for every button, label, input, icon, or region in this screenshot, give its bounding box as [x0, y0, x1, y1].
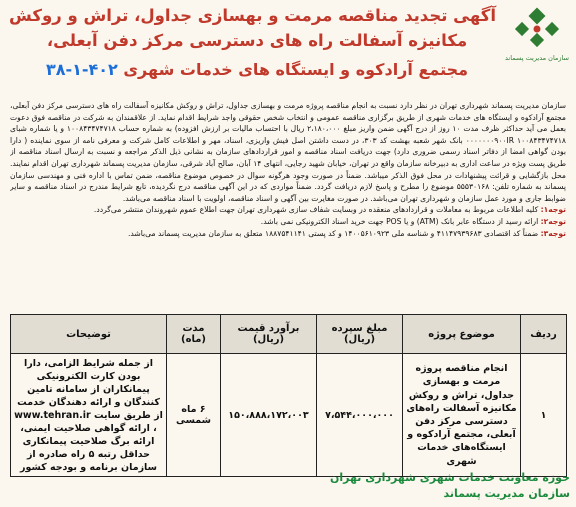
title-line-3: [18, 60, 496, 79]
logo-caption: سازمان مدیریت پسماند: [505, 54, 569, 62]
title-line-2: مکانیزه آسفالت راه های دسترسی مرکز دفن آبعلی،: [46, 31, 468, 50]
cell-estimate: ۱۵۰،۸۸۸،۱۷۲،۰۰۳: [221, 354, 317, 477]
header-project: موضوع پروژه: [403, 315, 521, 354]
cell-duration: ۶ ماه شمسی: [167, 354, 221, 477]
tehran-municipality-logo-icon: [504, 4, 570, 64]
title-line-1: آگهی تجدید مناقصه مرمت و بهسازی جداول، تراش و روکش: [9, 6, 496, 25]
cell-description: از جمله شرایط الزامی، دارا بودن کارت الکترونیکی پیمانکاران از سامانه تامین کنندگان و ارائه دهندگان خدمت از طریق سایت www.tehran.ir ، ارائه گواهی صلاحیت ایمنی، ارائه برگ صلاحیت پیمانکاری حداقل رتبه ۵ راه صادره از سازمان برنامه و بودجه کشور: [11, 354, 167, 477]
cell-project: انجام مناقصه پروژه مرمت و بهسازی جداول، تراش و روکش مکانیزه آسفالت راه‌های دسترسی مرکز دفن آبعلی، مجتمع آرادکوه و ایستگاه‌های خدمات شهری: [403, 354, 521, 477]
tender-number: ۴۰۲-۱-۳۸: [45, 60, 118, 79]
note3-label: توجه۳:: [540, 228, 566, 238]
table-row: [11, 354, 567, 477]
title-line-3-text: مجتمع آرادکوه و ایستگاه های خدمات شهری: [123, 60, 469, 79]
footer-line-1: حوزه معاونت خدمات شهری شهرداری تهران: [330, 471, 570, 484]
footer-line-2: سازمان مدیریت پسماند: [443, 487, 570, 500]
note2-text: ارائه رسید از دستگاه عابر بانک (ATM) و یا POS جهت خرید اسناد الکترونیکی نمی باشد.: [260, 216, 539, 226]
table-header-row: [11, 315, 567, 354]
header-description: توضیحات: [11, 315, 167, 354]
header-row-index: ردیف: [521, 315, 567, 354]
header-estimate: برآورد قیمت (ریال): [221, 315, 317, 354]
note1-label: توجه۱:: [540, 205, 566, 215]
note3-text: ضمناً کد اقتصادی ۴۱۱۴۷۹۳۹۶۸۳ و شناسه ملی ۱۴۰۰۵۶۱۰۹۲۳ و کد پستی ۱۸۸۷۵۴۱۱۴۱ متعلق به سازمان مدیریت پسماند می‌باشد.: [127, 228, 539, 238]
body-paragraph: سازمان مدیریت پسماند شهرداری تهران در نظر دارد نسبت به انجام مناقصه پروژه مرمت و بهسازی جداول، تراش و روکش مکانیزه آسفالت راه های دسترسی مرکز دفن آبعلی، مجتمع آرادکوه و ایستگاه های خدمات شهری از طریق برگزاری مناقصه عمومی و انتخاب شخص حقوقی واجد شرایط اقدام نماید. از علاقمندان به شرکت در مناقصه فوق دعوت بعمل می آید حداکثر ظرف مدت ۱۰ روز از درج آگهی ضمن واریز مبلغ ۲،۱۸۰،۰۰۰ ریال با احتساب مالیات بر ارزش افزوده) به شماره حساب ۱۰۰۸۴۳۴۷۴۷۱۸ و یا شماره شبای ۱۰۰۸۴۳۴۷۴۷۱۸ ۰۰۰۰۰۰۰۹۰۰IR بانک شهر شعبه بهشت کد ۳۰۳، در دست داشتن اصل فیش واریزی، اسناد، مهر و اطلاعات کامل شرکت و معرفی نامه از سوی نماینده ( دارا بودن گواهی امضا از دفاتر اسناد رسمی ضروری دارد) جهت دریافت اسناد مناقصه و امور قراردادهای سازمان به نشانی ذیل الذکر مراجعه و نسبت به ارسال اسناد مناقصه از طریق پست ویژه در ساعت اداری به دبیرخانه سازمان واقع در تهران، خیابان شهید رجایی، انتهای ۱۴ آبان، صالح آباد شرقی، سازمان مدیریت پسماند شهرداری تهران اقدام نمایند. محل بازگشایی و قرائت پیشنهادات در محل فوق الذکر میباشد. ضمناً در صورت وجود هرگونه سوال در خصوص موضوع مناقصه، ضمن تماس با اداره فنی و مهندسی سازمان پسماند به شماره تلفن: ۵۵۵۳۰۱۶۸ موضوع را مطرح و پاسخ لازم دریافت گردد. ضمناً مواردی که در این آگهی مناقصه درج نگردیده، تابع شرایط مندرج در اسناد مناقصه و سایر ضوابط جاری و مورد عمل سازمان و شهرداری تهران می‌باشد. در صورت مغایرت بین آگهی و اسناد مناقصه، اولویت با اسناد مناقصه می‌باشد.: [10, 101, 566, 203]
note2-label: توجه۲:: [540, 216, 566, 226]
cell-index: ۱: [521, 354, 567, 477]
tender-table: [10, 314, 567, 477]
cell-deposit: ۷،۵۴۴،۰۰۰،۰۰۰: [317, 354, 403, 477]
header-deposit: مبلغ سپرده (ریال): [317, 315, 403, 354]
header-duration: مدت (ماه): [167, 315, 221, 354]
advertisement-body: [10, 100, 566, 286]
note1-text: کلیه اطلاعات مربوط به معاملات و قراردادهای منعقده در وبسایت شفاف سازی شهرداری تهران جهت اطلاع عموم شهروندان منتشر می‌گردد.: [93, 205, 539, 215]
